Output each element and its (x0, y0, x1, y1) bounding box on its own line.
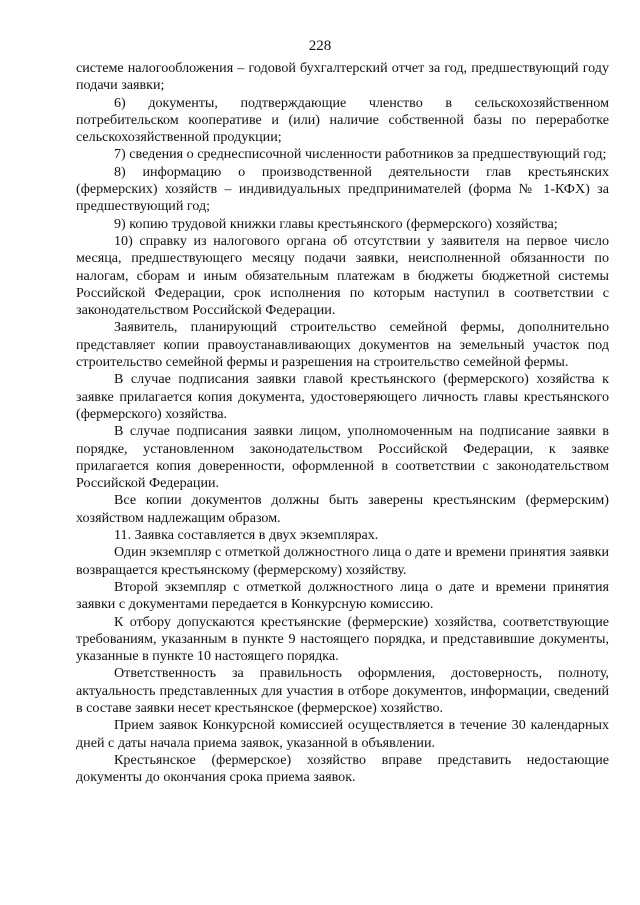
paragraph-item-10: 10) справку из налогового органа об отсутствии у заявителя на первое число месяца, предшествующего месяцу подачи заявки, неисполненной обязанности по налогам, сборам и иным обязательным платежам в бюджеты бюджетной системы Российской Федерации, срок исполнения по которым наступил в соответствии с законодательством Российской Федерации. (76, 232, 609, 319)
paragraph-item-8: 8) информацию о производственной деятельности глав крестьянских (фермерских) хозяйств – индивидуальных предпринимателей (форма № 1-КФХ) за предшествующий год; (76, 163, 609, 215)
paragraph-admission: К отбору допускаются крестьянские (фермерские) хозяйства, соответствующие требованиям, указанным в пункте 9 настоящего порядка, и представившие документы, указанные в пункте 10 настоящего порядка. (76, 613, 609, 665)
page-number: 228 (308, 38, 332, 54)
paragraph-item-9: 9) копию трудовой книжки главы крестьянского (фермерского) хозяйства; (114, 215, 558, 232)
paragraph-responsibility: Ответственность за правильность оформления, достоверность, полноту, актуальность представленных для участия в отборе документов, информации, сведений в составе заявки несет крестьянское (фермерское) хозяйство. (76, 665, 609, 716)
paragraph-signed-by-proxy: В случае подписания заявки лицом, уполномоченным на подписание заявки в порядке, установленном законодательством Российской Федерации, к заявке прилагается копия доверенности, оформленной в соответствии с законодательством Российской Федерации. (76, 423, 609, 492)
paragraph-acceptance-period: Прием заявок Конкурсной комиссией осуществляется в течение 30 календарных дней с даты начала приема заявок, указанной в объявлении. (76, 717, 609, 751)
paragraph-item-7: 7) сведения о среднесписочной численности работников за предшествующий год; (114, 146, 607, 163)
document-body (76, 60, 609, 786)
paragraph-signed-by-head: В случае подписания заявки главой крестьянского (фермерского) хозяйства к заявке прилагается копия документа, удостоверяющего личность главы крестьянского (фермерского) хозяйства. (76, 371, 609, 422)
paragraph-second-copy: Второй экземпляр с отметкой должностного лица о дате и времени принятия заявки с документами передается в Конкурсную комиссию. (76, 578, 609, 613)
paragraph-first-copy: Один экземпляр с отметкой должностного лица о дате и времени принятия заявки возвращается крестьянскому (фермерскому) хозяйству. (76, 544, 609, 578)
paragraph-section-11: 11. Заявка составляется в двух экземплярах. (114, 527, 379, 544)
paragraph-family-farm: Заявитель, планирующий строительство семейной фермы, дополнительно представляет копии правоустанавливающих документов на земельный участок под строительство семейной фермы и разрешения на строительство семейной фермы. (76, 319, 609, 371)
paragraph-missing-documents: Крестьянское (фермерское) хозяйство вправе представить недостающие документы до окончания срока приема заявок. (76, 751, 609, 786)
paragraph-continuation: системе налогообложения – годовой бухгалтерский отчет за год, предшествующий году подачи заявки; (76, 60, 609, 94)
paragraph-item-6: 6) документы, подтверждающие членство в сельскохозяйственном потребительском кооперативе и (или) наличие собственной базы по переработке сельскохозяйственной продукции; (76, 94, 609, 146)
paragraph-certified-copies: Все копии документов должны быть заверены крестьянским (фермерским) хозяйством надлежащим образом. (76, 492, 609, 526)
